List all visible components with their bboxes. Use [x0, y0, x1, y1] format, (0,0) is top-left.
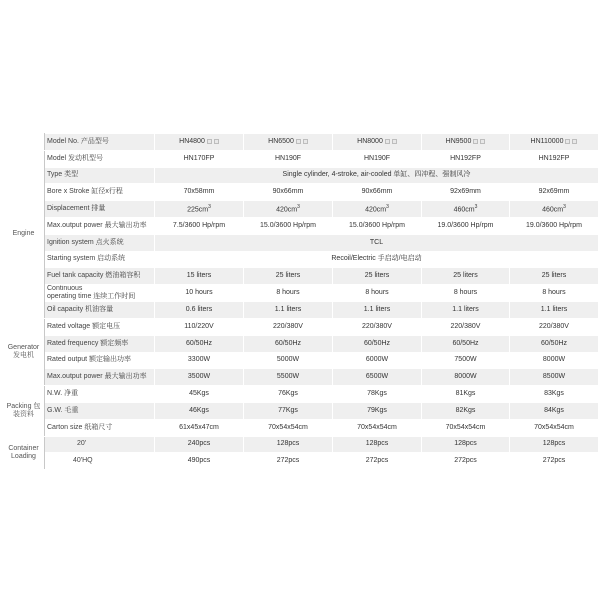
cell: 60/50Hz [422, 335, 510, 352]
cell-span: TCL [155, 234, 599, 251]
cell: 19.0/3600 Hp/rpm [422, 217, 510, 234]
cell: 128pcs [333, 436, 422, 453]
cell: 5500W [244, 369, 333, 386]
cell: 8000W [422, 369, 510, 386]
cell: 272pcs [333, 453, 422, 470]
cell: 45Kgs [155, 386, 244, 403]
row-container-20 [3, 436, 599, 453]
thumbnail-icon [207, 139, 212, 144]
model-name: HN4800 [179, 137, 205, 145]
cell: 70x54x54cm [422, 419, 510, 436]
cell: 220/380V [333, 318, 422, 335]
cell: 60/50Hz [155, 335, 244, 352]
cell: 1.1 liters [510, 302, 599, 319]
cell: HN190F [333, 150, 422, 167]
group-container: Container Loading [3, 436, 45, 470]
thumbnail-icon [296, 139, 301, 144]
cell: 272pcs [510, 453, 599, 470]
cell: 6000W [333, 352, 422, 369]
cell: 15 liters [155, 268, 244, 285]
cell: 8 hours [333, 285, 422, 302]
row-generator-max-output [3, 369, 599, 386]
cell: 8500W [510, 369, 599, 386]
cell: 5000W [244, 352, 333, 369]
cell: HN192FP [422, 150, 510, 167]
thumbnail-icon [572, 139, 577, 144]
cell: 90x66mm [333, 184, 422, 201]
cell: 1.1 liters [422, 302, 510, 319]
row-type [3, 167, 599, 184]
row-label-line: Continuous [47, 285, 83, 293]
cell: 3500W [155, 369, 244, 386]
row-label: Carton size 纸箱尺寸 [45, 419, 155, 436]
cell: 272pcs [422, 453, 510, 470]
cell: 78Kgs [333, 386, 422, 403]
row-bore-stroke [3, 184, 599, 201]
row-rated-output [3, 352, 599, 369]
header-row [3, 134, 599, 151]
row-label: Type 类型 [45, 167, 155, 184]
cell: 240pcs [155, 436, 244, 453]
cell: 46Kgs [155, 402, 244, 419]
model-name: HN8000 [357, 137, 383, 145]
row-label: 20' [45, 436, 155, 453]
row-ignition [3, 234, 599, 251]
row-gw [3, 402, 599, 419]
cell: 60/50Hz [244, 335, 333, 352]
thumbnail-icon [385, 139, 390, 144]
superscript: 3 [474, 204, 478, 211]
cell: 272pcs [244, 453, 333, 470]
cell: 6500W [333, 369, 422, 386]
cell: 61x45x47cm [155, 419, 244, 436]
cell-value: 225cm [187, 206, 209, 214]
row-label: Rated frequency 额定频率 [45, 335, 155, 352]
row-label: N.W. 净重 [45, 386, 155, 403]
cell: 92x69mm [510, 184, 599, 201]
cell: 15.0/3600 Hp/rpm [244, 217, 333, 234]
row-label: Starting system 启动系统 [45, 251, 155, 268]
cell: 1.1 liters [333, 302, 422, 319]
cell: 70x54x54cm [510, 419, 599, 436]
cell [155, 201, 244, 218]
row-rated-voltage [3, 318, 599, 335]
superscript: 3 [297, 204, 300, 211]
thumbnail-icon [214, 139, 219, 144]
thumbnail-icon [392, 139, 397, 144]
cell: 70x58mm [155, 184, 244, 201]
row-oil [3, 302, 599, 319]
row-carton [3, 419, 599, 436]
model-cell [155, 134, 244, 151]
row-label: Rated output 额定输出功率 [45, 352, 155, 369]
row-rated-frequency [3, 335, 599, 352]
spec-table [2, 133, 599, 470]
cell: 70x54x54cm [333, 419, 422, 436]
model-name: HN110000 [530, 137, 564, 145]
cell: 220/380V [422, 318, 510, 335]
thumbnail-icon [473, 139, 478, 144]
group-generator: Generator 发电机 [3, 318, 45, 385]
model-cell [333, 134, 422, 151]
row-label: Oil capacity 机油容量 [45, 302, 155, 319]
cell: 70x54x54cm [244, 419, 333, 436]
thumbnail-icon [303, 139, 308, 144]
model-cell [244, 134, 333, 151]
cell: 77Kgs [244, 402, 333, 419]
cell-value: 420cm [276, 206, 298, 214]
row-label [45, 285, 155, 302]
cell: 76Kgs [244, 386, 333, 403]
cell [333, 201, 422, 218]
row-nw [3, 386, 599, 403]
cell: 110/220V [155, 318, 244, 335]
cell: 3300W [155, 352, 244, 369]
cell-value: 460cm [453, 206, 475, 214]
cell [510, 201, 599, 218]
cell: 81Kgs [422, 386, 510, 403]
cell-span: Recoil/Electric 手启动/电启动 [155, 251, 599, 268]
group-packing: Packing 包装资料 [3, 386, 45, 436]
model-name: HN6500 [268, 137, 294, 145]
row-starting [3, 251, 599, 268]
cell: 490pcs [155, 453, 244, 470]
cell: 82Kgs [422, 402, 510, 419]
cell [422, 201, 510, 218]
group-engine: Engine [3, 150, 45, 318]
model-cell [422, 134, 510, 151]
row-label: Bore x Stroke 缸径x行程 [45, 184, 155, 201]
row-label: 40'HQ [45, 453, 155, 470]
row-displacement [3, 201, 599, 218]
row-fuel-tank [3, 268, 599, 285]
thumbnail-icon [565, 139, 570, 144]
cell: 128pcs [422, 436, 510, 453]
superscript: 3 [386, 204, 389, 211]
cell: 128pcs [510, 436, 599, 453]
row-continuous [3, 285, 599, 302]
row-engine-max-output [3, 217, 599, 234]
cell: 220/380V [244, 318, 333, 335]
cell: 8000W [510, 352, 599, 369]
row-label: Max.output power 最大输出功率 [45, 369, 155, 386]
cell: 7.5/3600 Hp/rpm [155, 217, 244, 234]
cell-value: 460cm [542, 206, 564, 214]
cell: 90x66mm [244, 184, 333, 201]
row-label: Displacement 排量 [45, 201, 155, 218]
cell: 7500W [422, 352, 510, 369]
model-name: HN9500 [445, 137, 472, 145]
cell: 25 liters [422, 268, 510, 285]
cell: 8 hours [510, 285, 599, 302]
cell: 8 hours [244, 285, 333, 302]
row-label: Ignition system 点火系统 [45, 234, 155, 251]
cell: 10 hours [155, 285, 244, 302]
cell: 83Kgs [510, 386, 599, 403]
row-label: Rated voltage 额定电压 [45, 318, 155, 335]
cell: 60/50Hz [333, 335, 422, 352]
cell: 15.0/3600 Hp/rpm [333, 217, 422, 234]
cell: 84Kgs [510, 402, 599, 419]
cell: 25 liters [333, 268, 422, 285]
superscript: 3 [208, 204, 211, 211]
cell: 60/50Hz [510, 335, 599, 352]
row-label-line: operating time 连续工作时间 [47, 293, 136, 301]
cell: 0.6 liters [155, 302, 244, 319]
cell: 220/380V [510, 318, 599, 335]
cell: 128pcs [244, 436, 333, 453]
cell: HN190F [244, 150, 333, 167]
thumbnail-icon [480, 139, 485, 144]
cell: 79Kgs [333, 402, 422, 419]
cell: 25 liters [510, 268, 599, 285]
cell: 25 liters [244, 268, 333, 285]
row-engine-model [3, 150, 599, 167]
cell [244, 201, 333, 218]
cell-value: 420cm [365, 206, 387, 214]
cell: 1.1 liters [244, 302, 333, 319]
cell: HN192FP [510, 150, 599, 167]
cell-span: Single cylinder, 4-stroke, air-cooled 单缸、四冲程、强制风冷 [155, 167, 599, 184]
row-label: Model 发动机型号 [45, 150, 155, 167]
model-cell [510, 134, 599, 151]
row-container-40hq [3, 453, 599, 470]
row-label: Fuel tank capacity 燃油箱容积 [45, 268, 155, 285]
cell: 8 hours [422, 285, 510, 302]
superscript: 3 [563, 204, 566, 211]
model-no-label: Model No. 产品型号 [45, 134, 155, 151]
cell: HN170FP [155, 150, 244, 167]
cell: 19.0/3600 Hp/rpm [510, 217, 599, 234]
row-label: G.W. 毛重 [45, 402, 155, 419]
cell: 92x69mm [422, 184, 510, 201]
row-label: Max.output power 最大输出功率 [45, 217, 155, 234]
